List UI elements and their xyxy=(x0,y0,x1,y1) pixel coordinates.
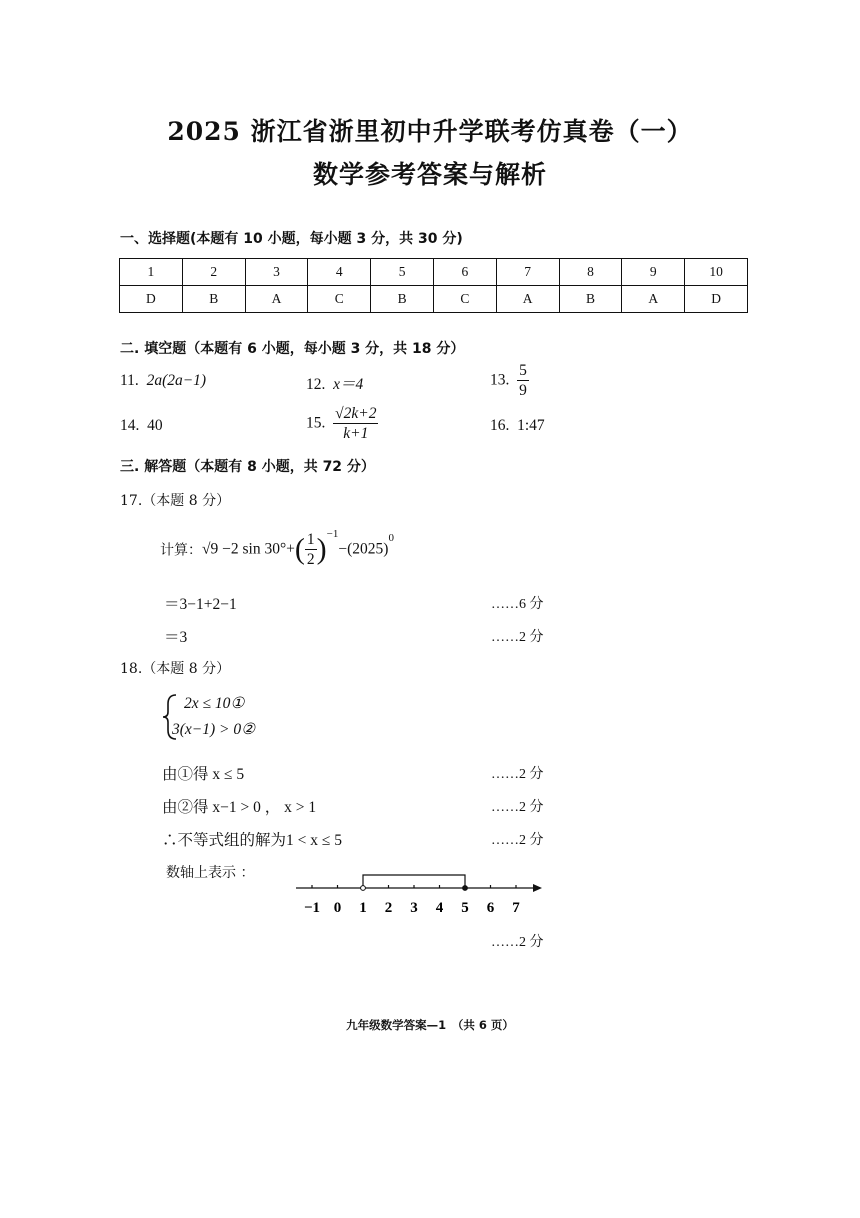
q17-calc-label: 计算： xyxy=(160,543,202,559)
q18-line2-score: ……2 分 xyxy=(491,800,544,815)
number-line xyxy=(290,870,550,920)
q18-final-score: ……2 分 xyxy=(491,935,544,950)
q18-inequality-2: 3(x−1) > 0② xyxy=(172,721,256,738)
q18-header: 18.（本题 8 分） xyxy=(120,661,231,677)
section-solve-note: （本题有 8 小题，共 72 分） xyxy=(186,459,375,475)
q17-half-numerator: 1 xyxy=(306,531,315,548)
fill-q12-number: 12. xyxy=(306,376,326,393)
fill-q13-denominator: 9 xyxy=(519,382,527,399)
number-line-tick-label: 1 xyxy=(359,900,367,916)
question-number-cell: 9 xyxy=(622,259,685,286)
fill-q15-numerator: √2k+2 xyxy=(335,405,377,422)
question-number-cell: 3 xyxy=(245,259,308,286)
question-number-cell: 1 xyxy=(120,259,183,286)
number-line-tick-label: 0 xyxy=(333,900,342,916)
q18-line2: 由②得 x−1 > 0 ， x > 1 xyxy=(162,799,317,816)
question-number-cell: 2 xyxy=(182,259,245,286)
number-line-tick-label: 2 xyxy=(384,900,393,916)
q17-expr-part-a: √9 −2 sin 30°+ xyxy=(202,540,295,558)
fill-q16-number: 16. xyxy=(490,417,510,434)
choice-answer-table xyxy=(119,258,748,313)
answer-cell: A xyxy=(245,286,308,313)
question-number-cell: 6 xyxy=(433,259,496,286)
q17-expr-part-b: −(2025) xyxy=(338,540,389,558)
q18-numberline-label: 数轴上表示 ： xyxy=(166,865,255,881)
section-choice-title: 一、选择题 xyxy=(120,231,190,247)
fill-q11-answer: 2a(2a−1) xyxy=(146,372,207,389)
question-number-cell: 5 xyxy=(371,259,434,286)
section-choice-note: (本题有 10 小题，每小题 3 分，共 30 分) xyxy=(190,231,463,247)
q18-inequality-1: 2x ≤ 10① xyxy=(184,695,245,712)
fill-q16 xyxy=(490,417,545,435)
fill-q11 xyxy=(120,372,206,390)
q17-step2-score: ……2 分 xyxy=(491,630,544,645)
answer-cell: B xyxy=(182,286,245,313)
number-line-tick-label: 4 xyxy=(435,900,444,916)
solution-open-endpoint xyxy=(361,886,366,891)
answer-cell: B xyxy=(559,286,622,313)
fill-q15-number: 15. xyxy=(306,414,326,432)
q17-expression: 计算：√9 −2 sin 30°+( $\frac{1}{2}$ )$^{-1}-(2025)^0$ xyxy=(160,527,394,568)
fill-q13-numerator: 5 xyxy=(519,362,527,379)
q17-exponent-neg1: −1 xyxy=(326,527,339,540)
fill-q13-number: 13. xyxy=(490,371,510,389)
fill-q12-answer: x＝4 xyxy=(333,376,364,393)
q17-exponent-0: 0 xyxy=(388,531,394,544)
page-footer: 九年级数学答案—1 （共 6 页） xyxy=(346,1018,514,1032)
page-title: 2025 浙江省浙里初中升学联考仿真卷（一） xyxy=(167,117,693,146)
section-fill-heading xyxy=(120,338,464,358)
answer-cell: D xyxy=(685,286,748,313)
q17-half-denominator: 2 xyxy=(306,551,315,568)
question-number-row xyxy=(120,259,748,286)
number-line-tick-label: 7 xyxy=(512,900,520,916)
answer-cell: D xyxy=(120,286,183,313)
fill-q14 xyxy=(120,417,163,435)
q17-step1-score: ……6 分 xyxy=(491,597,544,612)
number-line-tick-label: 5 xyxy=(461,900,469,916)
question-number-cell: 4 xyxy=(308,259,371,286)
section-fill-title: 二. 填空题 xyxy=(120,341,187,357)
q18-line1-score: ……2 分 xyxy=(491,767,544,782)
answer-cell: A xyxy=(622,286,685,313)
answer-cell: C xyxy=(433,286,496,313)
q17-step2: ＝3 xyxy=(164,629,188,646)
answer-row xyxy=(120,286,748,313)
q18-line3: ∴不等式组的解为1 < x ≤ 5 xyxy=(162,832,342,849)
fill-q14-answer: 40 xyxy=(147,417,163,434)
fill-q15-denominator: k+1 xyxy=(343,425,369,442)
number-line-tick-label: 3 xyxy=(410,900,418,916)
section-solve-title: 三. 解答题 xyxy=(120,459,187,475)
fill-q15-fraction xyxy=(333,404,378,443)
number-line-tick-label: 6 xyxy=(486,900,495,916)
q17-header: 17.（本题 8 分） xyxy=(120,493,231,509)
number-line-tick-label: −1 xyxy=(303,900,321,916)
fill-q15 xyxy=(306,404,378,443)
page-subtitle: 数学参考答案与解析 xyxy=(312,160,547,189)
q18-line3-score: ……2 分 xyxy=(491,833,544,848)
q17-step1: ＝3−1+2−1 xyxy=(164,596,237,613)
section-fill-note: （本题有 6 小题，每小题 3 分，共 18 分） xyxy=(186,341,465,357)
solution-closed-endpoint xyxy=(463,886,468,891)
q17-half-fraction xyxy=(305,530,317,569)
answer-cell: C xyxy=(308,286,371,313)
fill-q13-fraction xyxy=(517,361,529,400)
q18-line1: 由①得 x ≤ 5 xyxy=(162,766,245,783)
fill-q13 xyxy=(490,361,529,400)
question-number-cell: 10 xyxy=(685,259,748,286)
answer-cell: A xyxy=(496,286,559,313)
fill-q12 xyxy=(306,372,363,394)
question-number-cell: 7 xyxy=(496,259,559,286)
question-number-cell: 8 xyxy=(559,259,622,286)
fill-q14-number: 14. xyxy=(120,417,140,434)
section-choice-heading xyxy=(120,228,463,248)
fill-q11-number: 11. xyxy=(120,372,139,389)
fill-q16-answer: 1:47 xyxy=(517,417,545,434)
answer-cell: B xyxy=(371,286,434,313)
section-solve-heading xyxy=(120,456,375,476)
number-line-arrow xyxy=(533,884,542,892)
